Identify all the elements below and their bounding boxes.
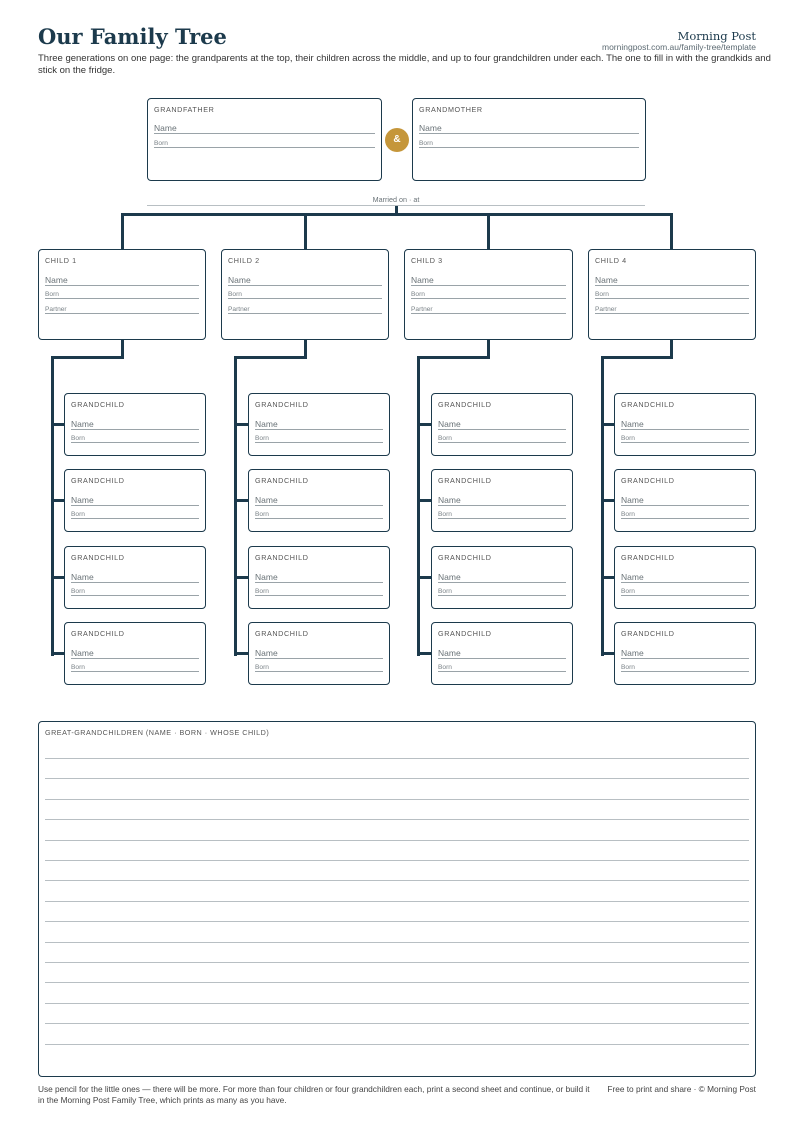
grandmother-born-field[interactable]: Born xyxy=(419,140,639,148)
child-box xyxy=(588,249,756,340)
grandchild-label: GRANDCHILD xyxy=(71,476,125,485)
grandchild-label: GRANDCHILD xyxy=(621,476,675,485)
grandchild-born-field[interactable]: Born xyxy=(621,588,749,596)
child-name-field[interactable]: Name xyxy=(595,275,749,286)
child-label: CHILD 4 xyxy=(595,256,627,265)
writing-line[interactable] xyxy=(45,982,749,983)
writing-line[interactable] xyxy=(45,1023,749,1024)
ampersand-badge: & xyxy=(385,128,409,152)
grandfather-label: GRANDFATHER xyxy=(154,105,215,114)
tree-connector xyxy=(601,423,614,426)
tree-connector xyxy=(234,356,237,656)
married-field[interactable]: Married on · at xyxy=(372,195,420,204)
writing-line[interactable] xyxy=(45,758,749,759)
grandchild-name-field[interactable]: Name xyxy=(438,495,566,506)
child-partner-field[interactable]: Partner xyxy=(411,306,566,314)
grandchild-box xyxy=(64,393,206,456)
source-url: morningpost.com.au/family-tree/template xyxy=(601,42,756,52)
grandchild-box xyxy=(64,469,206,532)
grandchild-born-field[interactable]: Born xyxy=(438,511,566,519)
writing-line[interactable] xyxy=(45,962,749,963)
grandchild-name-field[interactable]: Name xyxy=(255,495,383,506)
grandchild-label: GRANDCHILD xyxy=(621,400,675,409)
grandchild-name-field[interactable]: Name xyxy=(621,495,749,506)
grandfather-born-field[interactable]: Born xyxy=(154,140,375,148)
grandchild-born-field[interactable]: Born xyxy=(621,435,749,443)
tree-connector xyxy=(51,576,64,579)
grandchild-box xyxy=(248,546,390,609)
grandchild-box xyxy=(248,622,390,685)
grandchild-box xyxy=(614,546,756,609)
writing-line[interactable] xyxy=(45,942,749,943)
grandchild-label: GRANDCHILD xyxy=(621,629,675,638)
tree-connector xyxy=(601,576,614,579)
child-born-field[interactable]: Born xyxy=(228,291,382,299)
tree-connector xyxy=(121,213,124,249)
grandchild-label: GRANDCHILD xyxy=(438,629,492,638)
writing-line[interactable] xyxy=(45,1044,749,1045)
grandchild-box xyxy=(431,622,573,685)
grandchild-box xyxy=(614,393,756,456)
grandchild-name-field[interactable]: Name xyxy=(621,419,749,430)
grandchild-name-field[interactable]: Name xyxy=(621,648,749,659)
grandchild-name-field[interactable]: Name xyxy=(255,572,383,583)
tree-connector xyxy=(417,356,420,656)
page-title: Our Family Tree xyxy=(38,24,227,49)
grandchild-box xyxy=(64,546,206,609)
grandchild-born-field[interactable]: Born xyxy=(255,511,383,519)
footer-rights: Free to print and share · © Morning Post xyxy=(607,1084,756,1094)
writing-line[interactable] xyxy=(45,901,749,902)
child-born-field[interactable]: Born xyxy=(595,291,749,299)
grandchild-label: GRANDCHILD xyxy=(255,476,309,485)
grandchild-name-field[interactable]: Name xyxy=(255,419,383,430)
grandchild-born-field[interactable]: Born xyxy=(438,435,566,443)
tree-connector xyxy=(234,423,248,426)
grandchild-box xyxy=(614,622,756,685)
child-label: CHILD 3 xyxy=(411,256,443,265)
grandchild-born-field[interactable]: Born xyxy=(255,435,383,443)
child-partner-field[interactable]: Partner xyxy=(595,306,749,314)
child-name-field[interactable]: Name xyxy=(45,275,199,286)
grandchild-born-field[interactable]: Born xyxy=(438,664,566,672)
writing-line[interactable] xyxy=(45,921,749,922)
child-box xyxy=(221,249,389,340)
grandchild-born-field[interactable]: Born xyxy=(621,664,749,672)
child-box xyxy=(404,249,573,340)
tree-connector xyxy=(121,213,673,216)
brand-name: Morning Post xyxy=(677,29,756,43)
tree-connector xyxy=(601,499,614,502)
writing-line[interactable] xyxy=(45,880,749,881)
great-grandchildren-box xyxy=(38,721,756,1077)
writing-line[interactable] xyxy=(45,778,749,779)
grandmother-label: GRANDMOTHER xyxy=(419,105,483,114)
writing-line[interactable] xyxy=(45,819,749,820)
child-name-field[interactable]: Name xyxy=(228,275,382,286)
great-grandchildren-label: GREAT-GRANDCHILDREN (NAME · BORN · WHOSE CHILD) xyxy=(45,728,270,737)
grandchild-label: GRANDCHILD xyxy=(621,553,675,562)
tree-connector xyxy=(51,423,64,426)
tree-connector xyxy=(417,652,431,655)
grandmother-name-field[interactable]: Name xyxy=(419,123,639,134)
grandchild-label: GRANDCHILD xyxy=(438,476,492,485)
tree-connector xyxy=(51,356,54,656)
tree-connector xyxy=(487,213,490,249)
grandchild-label: GRANDCHILD xyxy=(438,400,492,409)
grandchild-born-field[interactable]: Born xyxy=(255,664,383,672)
tree-connector xyxy=(601,652,614,655)
child-born-field[interactable]: Born xyxy=(45,291,199,299)
writing-line[interactable] xyxy=(45,840,749,841)
grandchild-name-field[interactable]: Name xyxy=(438,572,566,583)
grandchild-box xyxy=(248,393,390,456)
grandchild-name-field[interactable]: Name xyxy=(438,419,566,430)
grandchild-name-field[interactable]: Name xyxy=(621,572,749,583)
tree-connector xyxy=(51,356,124,359)
grandchild-born-field[interactable]: Born xyxy=(621,511,749,519)
grandchild-label: GRANDCHILD xyxy=(71,553,125,562)
tree-connector xyxy=(304,213,307,249)
child-box xyxy=(38,249,206,340)
grandchild-box xyxy=(431,546,573,609)
tree-connector xyxy=(601,356,673,359)
tree-connector xyxy=(670,213,673,249)
grandchild-name-field[interactable]: Name xyxy=(71,419,199,430)
tree-connector xyxy=(417,356,490,359)
grandchild-born-field[interactable]: Born xyxy=(71,435,199,443)
tree-connector xyxy=(51,499,64,502)
tree-connector xyxy=(417,499,431,502)
grandchild-name-field[interactable]: Name xyxy=(71,572,199,583)
tree-connector xyxy=(234,356,307,359)
footer-note: Use pencil for the little ones — there will be more. For more than four children or four grandchildren each, print a second sheet and continue, or build it in the Morning Post Family Tree, which prints as many as you have. xyxy=(38,1084,590,1105)
tree-connector xyxy=(234,652,248,655)
tree-connector xyxy=(234,499,248,502)
grandfather-name-field[interactable]: Name xyxy=(154,123,375,134)
child-born-field[interactable]: Born xyxy=(411,291,566,299)
grandchild-label: GRANDCHILD xyxy=(71,400,125,409)
writing-line[interactable] xyxy=(45,1003,749,1004)
grandmother-box xyxy=(412,98,646,181)
child-label: CHILD 1 xyxy=(45,256,77,265)
grandchild-name-field[interactable]: Name xyxy=(255,648,383,659)
tree-connector xyxy=(51,652,64,655)
child-partner-field[interactable]: Partner xyxy=(228,306,382,314)
child-label: CHILD 2 xyxy=(228,256,260,265)
grandchild-label: GRANDCHILD xyxy=(255,629,309,638)
grandchild-box xyxy=(64,622,206,685)
writing-line[interactable] xyxy=(45,860,749,861)
writing-line[interactable] xyxy=(45,799,749,800)
grandfather-box xyxy=(147,98,382,181)
grandchild-born-field[interactable]: Born xyxy=(438,588,566,596)
grandchild-label: GRANDCHILD xyxy=(438,553,492,562)
grandchild-label: GRANDCHILD xyxy=(255,400,309,409)
tree-connector xyxy=(417,576,431,579)
grandchild-born-field[interactable]: Born xyxy=(71,588,199,596)
grandchild-box xyxy=(431,469,573,532)
grandchild-box xyxy=(431,393,573,456)
grandchild-box xyxy=(614,469,756,532)
grandchild-box xyxy=(248,469,390,532)
child-name-field[interactable]: Name xyxy=(411,275,566,286)
grandchild-name-field[interactable]: Name xyxy=(71,648,199,659)
grandchild-name-field[interactable]: Name xyxy=(71,495,199,506)
tree-connector xyxy=(417,423,431,426)
grandchild-label: GRANDCHILD xyxy=(255,553,309,562)
tree-connector xyxy=(234,576,248,579)
grandchild-born-field[interactable]: Born xyxy=(71,664,199,672)
grandchild-born-field[interactable]: Born xyxy=(71,511,199,519)
grandchild-name-field[interactable]: Name xyxy=(438,648,566,659)
child-partner-field[interactable]: Partner xyxy=(45,306,199,314)
grandchild-born-field[interactable]: Born xyxy=(255,588,383,596)
grandchild-label: GRANDCHILD xyxy=(71,629,125,638)
intro-text: Three generations on one page: the grandparents at the top, their children across the middle, and up to four grandchildren under each. The one to fill in with the grandkids and stick on the fridge. xyxy=(38,53,771,76)
tree-connector xyxy=(601,356,604,656)
